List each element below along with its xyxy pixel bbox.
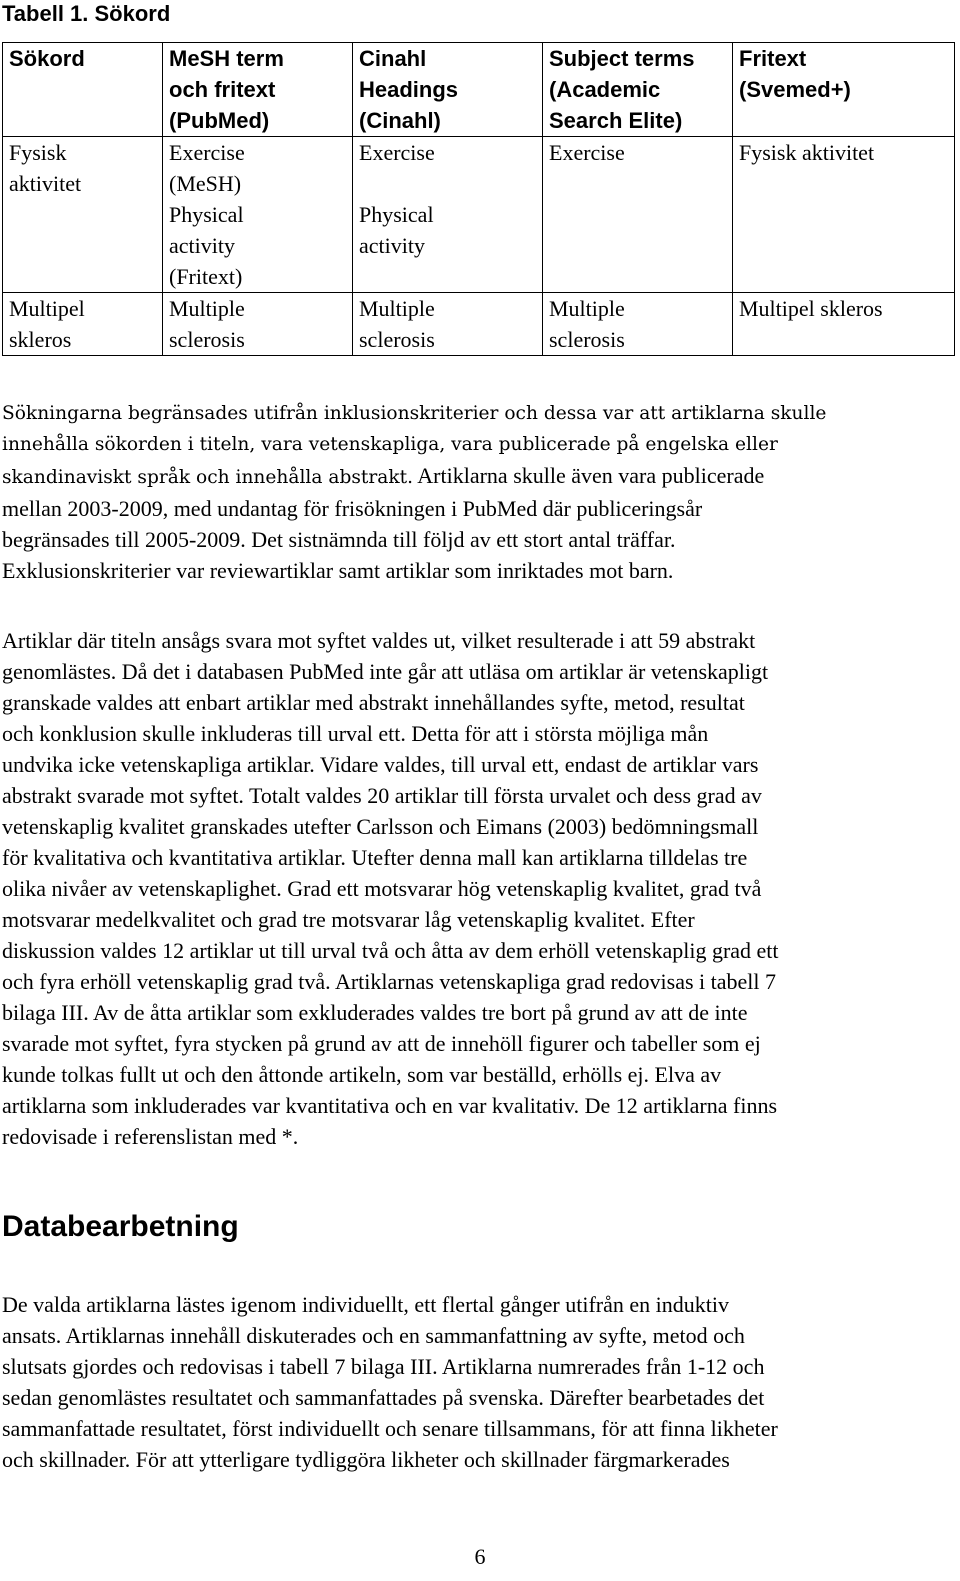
text-line: diskussion valdes 12 artiklar ut till urval två och åtta av dem erhöll vetenskaplig grad ett: [2, 938, 779, 963]
text-line: och konklusion skulle inkluderas till urval ett. Detta för att i största möjliga mån: [2, 721, 709, 746]
cell-text: Exercise: [549, 140, 625, 165]
cell-text: Sökord: [9, 46, 85, 71]
cell-text: sclerosis: [359, 327, 435, 352]
cell-text: Fysisk: [9, 140, 67, 165]
text-line: olika nivåer av vetenskaplighet. Grad ett motsvarar hög vetenskaplig kvalitet, grad två: [2, 876, 762, 901]
cell-text: Multiple: [169, 296, 245, 321]
cell-text: (Academic: [549, 77, 661, 102]
cell-text: activity: [169, 233, 235, 258]
text-line: genomlästes. Då det i databasen PubMed inte går att utläsa om artiklar är vetenskapligt: [2, 659, 769, 684]
cell-text: (Cinahl): [359, 108, 441, 133]
text-line: redovisade i referenslistan med *.: [2, 1124, 299, 1149]
cell-text: skleros: [9, 327, 72, 352]
text-line: svarade mot syftet, fyra stycken på grund av att de innehöll figurer och tabeller som ej: [2, 1031, 761, 1056]
text-line: för kvalitativa och kvantitativa artiklar. Utefter denna mall kan artiklarna tilldelas tre: [2, 845, 748, 870]
table-cell: [163, 293, 353, 356]
cell-text: och fritext: [169, 77, 276, 102]
cell-text: aktivitet: [9, 171, 82, 196]
paragraph-data-processing: [2, 1289, 956, 1475]
cell-text: Search Elite): [549, 108, 683, 133]
cell-text: (MeSH): [169, 171, 242, 196]
cell-text: (Fritext): [169, 264, 243, 289]
text-line: motsvarar medelkvalitet och grad tre motsvarar låg vetenskaplig kvalitet. Efter: [2, 907, 695, 932]
text-line: sedan genomlästes resultatet och sammanfattades på svenska. Därefter bearbetades det: [2, 1385, 765, 1410]
text-line: De valda artiklarna lästes igenom individuellt, ett flertal gånger utifrån en induktiv: [2, 1292, 729, 1317]
table-header-cell: [733, 43, 955, 137]
table-header-cell: [163, 43, 353, 137]
text-run: Artiklarna skulle även vara publicerade: [413, 463, 765, 488]
text-line: slutsats gjordes och redovisas i tabell 7 bilaga III. Artiklarna numrerades från 1-12 och: [2, 1354, 765, 1379]
text-line: innehålla sökorden i titeln, vara vetenskapliga, vara publicerade på engelska eller: [2, 434, 778, 455]
text-line: sammanfattade resultatet, först individuellt och senare tillsammans, för att finna likheter: [2, 1416, 778, 1441]
table-row: [3, 137, 955, 293]
table-cell: [3, 293, 163, 356]
section-heading: Databearbetning: [2, 1210, 239, 1243]
text-line: Artiklar där titeln ansågs svara mot syftet valdes ut, vilket resulterade i att 59 abstrakt: [2, 628, 756, 653]
text-line: kunde tolkas fullt ut och den åttonde artikeln, som var beställd, erhölls ej. Elva av: [2, 1062, 722, 1087]
table-row: [3, 293, 955, 356]
text-line: ansats. Artiklarnas innehåll diskuterades och en sammanfattning av syfte, metod och: [2, 1323, 745, 1348]
text-run: skandinaviskt språk och innehålla abstrakt.: [2, 467, 413, 488]
cell-text: Multiple: [359, 296, 435, 321]
page-number: 6: [474, 1544, 486, 1569]
text-line: vetenskaplig kvalitet granskades utefter Carlsson och Eimans (2003) bedömningsmall: [2, 814, 759, 839]
text-line: granskade valdes att enbart artiklar med abstrakt innehållandes syfte, metod, resultat: [2, 690, 745, 715]
cell-text: Multipel: [9, 296, 85, 321]
cell-text: Multiple: [549, 296, 625, 321]
text-line: begränsades till 2005-2009. Det sistnämnda till följd av ett stort antal träffar.: [2, 527, 676, 552]
table-cell: [3, 137, 163, 293]
text-line: undvika icke vetenskapliga artiklar. Vidare valdes, till urval ett, endast de artiklar vars: [2, 752, 759, 777]
text-line: och fyra erhöll vetenskaplig grad två. Artiklarnas vetenskapliga grad redovisas i tabell 7: [2, 969, 777, 994]
cell-text: Fritext: [739, 46, 807, 71]
table-cell: [163, 137, 353, 293]
table-header-cell: [543, 43, 733, 137]
cell-text: Headings: [359, 77, 459, 102]
search-terms-table: [2, 42, 955, 356]
cell-text: sclerosis: [549, 327, 625, 352]
cell-text: Physical: [169, 202, 244, 227]
cell-text: sclerosis: [169, 327, 245, 352]
table-cell: [353, 137, 543, 293]
text-line: artiklarna som inkluderades var kvantitativa och en var kvalitativ. De 12 artiklarna finns: [2, 1093, 778, 1118]
table-header-cell: [353, 43, 543, 137]
paragraph-inclusion-criteria: [2, 398, 956, 586]
table-caption: Tabell 1. Sökord: [2, 1, 171, 26]
cell-text: MeSH term: [169, 46, 284, 71]
text-line: mellan 2003-2009, med undantag för frisökningen i PubMed där publiceringsår: [2, 496, 703, 521]
table-header-cell: [3, 43, 163, 137]
text-line: [2, 460, 956, 493]
cell-text: Exercise: [169, 140, 245, 165]
cell-text: activity: [359, 233, 425, 258]
table-cell: [543, 137, 733, 293]
text-line: abstrakt svarade mot syftet. Totalt valdes 20 artiklar till första urvalet och dess grad av: [2, 783, 762, 808]
table-cell: [733, 293, 955, 356]
cell-text: Cinahl: [359, 46, 427, 71]
cell-text: (PubMed): [169, 108, 270, 133]
table-cell: [733, 137, 955, 293]
text-line: och skillnader. För att ytterligare tydliggöra likheter och skillnader färgmarkerades: [2, 1447, 730, 1472]
text-line: Sökningarna begränsades utifrån inklusionskriterier och dessa var att artiklarna skulle: [2, 403, 827, 424]
cell-text: [359, 168, 536, 199]
cell-text: Physical: [359, 202, 434, 227]
cell-text: Exercise: [359, 140, 435, 165]
table-cell: [353, 293, 543, 356]
text-line: bilaga III. Av de åtta artiklar som exkluderades valdes tre bort på grund av att de inte: [2, 1000, 748, 1025]
table-cell: [543, 293, 733, 356]
text-line: Exklusionskriterier var reviewartiklar samt artiklar som inriktades mot barn.: [2, 558, 674, 583]
cell-text: Subject terms: [549, 46, 695, 71]
cell-text: Fysisk aktivitet: [739, 140, 875, 165]
table-header-row: [3, 43, 955, 137]
cell-text: (Svemed+): [739, 77, 851, 102]
cell-text: Multipel skleros: [739, 296, 883, 321]
paragraph-selection: [2, 625, 956, 1152]
